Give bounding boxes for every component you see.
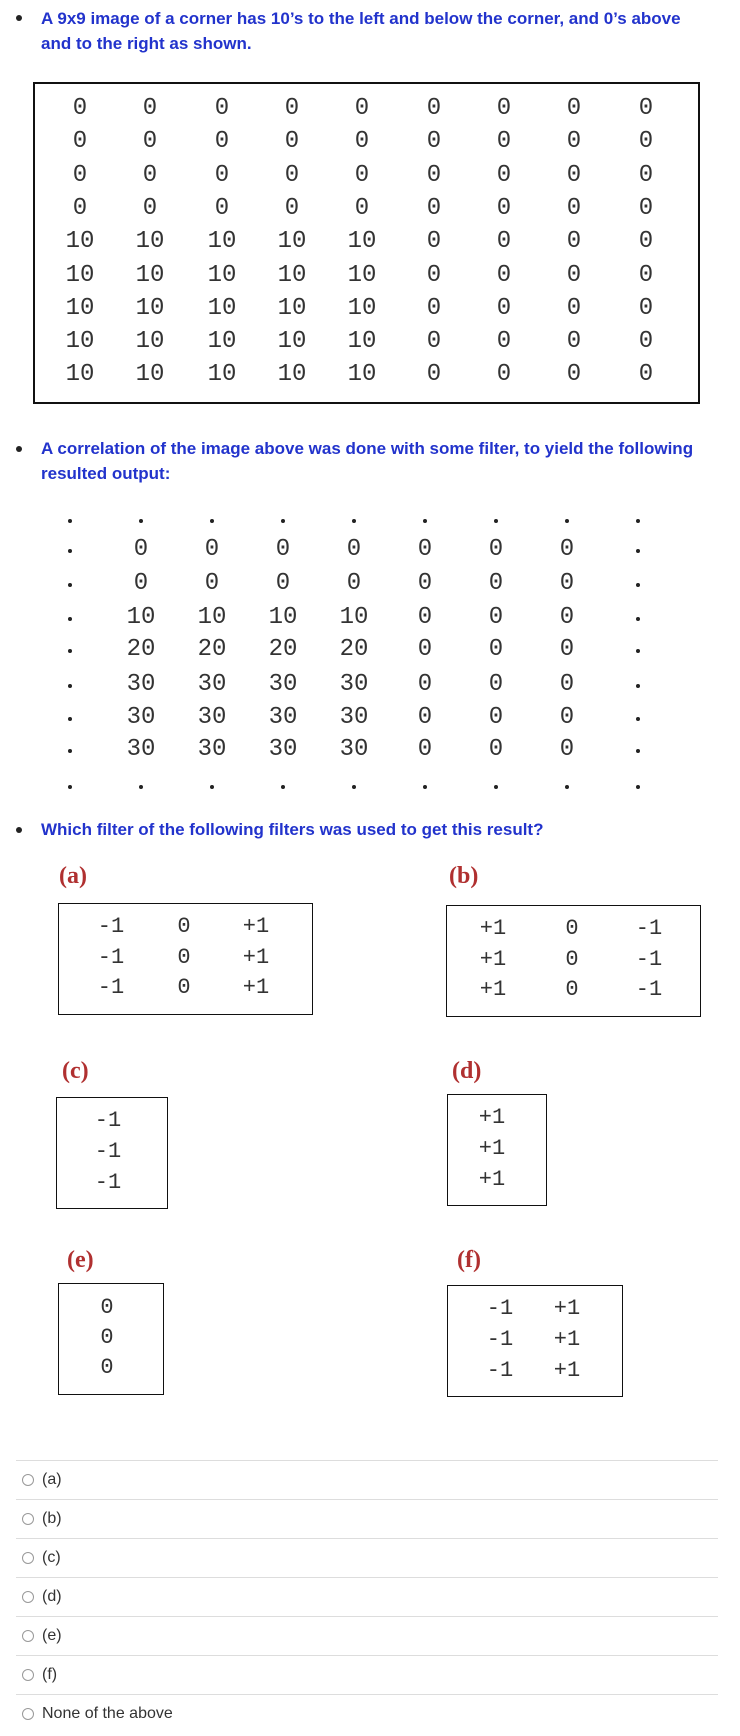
input-cell: 0: [142, 161, 158, 189]
output-cell: 30: [126, 736, 156, 763]
output-cell: 0: [417, 671, 433, 698]
input-cell: 0: [496, 261, 512, 289]
filter-f-cell: -1: [486, 1296, 514, 1321]
filter-c-label: (c): [62, 1058, 89, 1084]
output-cell: 0: [559, 636, 575, 663]
input-cell: 0: [638, 361, 654, 389]
output-cell: 0: [417, 636, 433, 663]
input-cell: 0: [284, 161, 300, 189]
output-cell: 20: [197, 636, 227, 663]
input-cell: 10: [347, 361, 377, 389]
input-cell: 0: [638, 328, 654, 356]
output-cell: 0: [346, 570, 362, 597]
input-cell: 0: [496, 328, 512, 356]
input-cell: 0: [426, 328, 442, 356]
input-cell: 0: [566, 294, 582, 322]
answer-options: [16, 1460, 718, 1733]
padding-dot: [636, 549, 640, 553]
input-cell: 0: [72, 95, 88, 122]
padding-dot: [565, 519, 569, 523]
padding-dot: [423, 519, 427, 523]
padding-dot: [281, 785, 285, 789]
input-cell: 0: [354, 95, 370, 122]
bullet: [16, 446, 22, 452]
output-cell: 0: [488, 604, 504, 631]
input-cell: 0: [566, 194, 582, 222]
padding-dot: [68, 785, 72, 789]
input-cell: 0: [638, 261, 654, 289]
filter-a-cell: 0: [177, 914, 191, 939]
padding-dot: [139, 785, 143, 789]
option-label: (a): [42, 1471, 62, 1488]
input-cell: 10: [347, 228, 377, 256]
input-cell: 10: [207, 328, 237, 356]
input-cell: 0: [284, 194, 300, 222]
filter-f-box: [447, 1285, 623, 1397]
padding-dot: [636, 649, 640, 653]
padding-dot: [352, 785, 356, 789]
input-cell: 0: [638, 161, 654, 189]
output-cell: 0: [488, 636, 504, 663]
output-cell: 0: [133, 570, 149, 597]
input-cell: 10: [207, 294, 237, 322]
input-cell: 10: [135, 361, 165, 389]
input-cell: 0: [72, 161, 88, 189]
input-cell: 0: [638, 128, 654, 156]
filter-b-cell: +1: [479, 977, 507, 1002]
radio-icon[interactable]: [22, 1591, 34, 1603]
input-cell: 10: [135, 261, 165, 289]
output-cell: 30: [339, 671, 369, 698]
padding-dot: [636, 717, 640, 721]
output-cell: 0: [488, 736, 504, 763]
input-cell: 0: [72, 128, 88, 156]
input-cell: 0: [284, 128, 300, 156]
filter-b-cell: -1: [635, 947, 663, 972]
filter-d-cell: +1: [478, 1105, 506, 1130]
input-cell: 10: [277, 261, 307, 289]
filter-b-cell: +1: [479, 916, 507, 941]
padding-dot: [68, 717, 72, 721]
output-cell: 0: [488, 704, 504, 731]
option-c[interactable]: [16, 1538, 718, 1577]
filter-b-cell: 0: [565, 977, 579, 1002]
padding-dot: [68, 583, 72, 587]
input-cell: 0: [566, 361, 582, 389]
input-cell: 10: [277, 294, 307, 322]
filter-a-cell: -1: [97, 975, 125, 1000]
option-none[interactable]: [16, 1694, 718, 1733]
output-cell: 0: [417, 570, 433, 597]
output-cell: 0: [559, 704, 575, 731]
input-cell: 0: [142, 194, 158, 222]
input-cell: 10: [207, 361, 237, 389]
filter-f-cell: +1: [553, 1358, 581, 1383]
padding-dot: [636, 749, 640, 753]
filter-c-cell: -1: [94, 1139, 122, 1164]
filter-f-cell: +1: [553, 1327, 581, 1352]
padding-dot: [494, 785, 498, 789]
input-cell: 0: [566, 128, 582, 156]
output-cell: 20: [268, 636, 298, 663]
input-cell: 10: [135, 294, 165, 322]
option-label: (b): [42, 1510, 62, 1527]
padding-dot: [423, 785, 427, 789]
output-cell: 0: [488, 536, 504, 563]
input-cell: 10: [277, 328, 307, 356]
correlation-text: A correlation of the image above was done with some filter, to yield the following resulted output:: [41, 439, 694, 483]
output-cell: 0: [559, 604, 575, 631]
padding-dot: [139, 519, 143, 523]
filter-a-label: (a): [59, 863, 87, 889]
input-cell: 10: [65, 294, 95, 322]
output-cell: 30: [126, 671, 156, 698]
output-cell: 30: [197, 671, 227, 698]
output-cell: 30: [197, 704, 227, 731]
radio-icon[interactable]: [22, 1552, 34, 1564]
output-cell: 0: [488, 570, 504, 597]
input-cell: 10: [347, 328, 377, 356]
filter-b-cell: -1: [635, 916, 663, 941]
input-cell: 0: [142, 128, 158, 156]
input-cell: 0: [496, 161, 512, 189]
option-e[interactable]: [16, 1616, 718, 1655]
filter-a-cell: +1: [242, 975, 270, 1000]
output-cell: 0: [559, 736, 575, 763]
radio-icon[interactable]: [22, 1630, 34, 1642]
input-cell: 0: [566, 261, 582, 289]
input-cell: 0: [426, 161, 442, 189]
input-cell: 10: [207, 228, 237, 256]
input-cell: 10: [65, 261, 95, 289]
filter-a-cell: 0: [177, 975, 191, 1000]
padding-dot: [210, 785, 214, 789]
input-cell: 0: [496, 95, 512, 122]
output-cell: 30: [197, 736, 227, 763]
padding-dot: [68, 617, 72, 621]
input-cell: 0: [426, 361, 442, 389]
padding-dot: [281, 519, 285, 523]
filter-e-cell: 0: [100, 1355, 114, 1380]
option-d[interactable]: [16, 1577, 718, 1616]
output-cell: 0: [204, 536, 220, 563]
filter-a-cell: 0: [177, 945, 191, 970]
filter-e-cell: 0: [100, 1295, 114, 1320]
filter-a-cell: +1: [242, 945, 270, 970]
input-cell: 0: [214, 128, 230, 156]
output-cell: 30: [268, 736, 298, 763]
padding-dot: [494, 519, 498, 523]
padding-dot: [68, 684, 72, 688]
output-cell: 30: [268, 704, 298, 731]
input-cell: 0: [214, 194, 230, 222]
input-cell: 0: [638, 194, 654, 222]
input-cell: 0: [426, 128, 442, 156]
padding-dot: [636, 583, 640, 587]
filter-a-cell: +1: [242, 914, 270, 939]
output-cell: 0: [204, 570, 220, 597]
input-cell: 10: [65, 328, 95, 356]
input-cell: 10: [135, 228, 165, 256]
input-cell: 0: [426, 194, 442, 222]
output-cell: 20: [126, 636, 156, 663]
input-cell: 10: [347, 294, 377, 322]
output-cell: 30: [268, 671, 298, 698]
filter-f-cell: -1: [486, 1327, 514, 1352]
padding-dot: [636, 617, 640, 621]
output-cell: 10: [126, 604, 156, 631]
input-cell: 0: [214, 161, 230, 189]
padding-dot: [636, 785, 640, 789]
output-cell: 0: [417, 736, 433, 763]
option-f[interactable]: [16, 1655, 718, 1694]
input-cell: 10: [65, 361, 95, 389]
input-cell: 10: [347, 261, 377, 289]
input-cell: 10: [65, 228, 95, 256]
output-cell: 10: [268, 604, 298, 631]
filter-c-cell: -1: [94, 1170, 122, 1195]
output-cell: 0: [133, 536, 149, 563]
filter-d-cell: +1: [478, 1136, 506, 1161]
input-cell: 10: [277, 228, 307, 256]
input-cell: 0: [284, 95, 300, 122]
bullet: [16, 15, 22, 21]
padding-dot: [68, 649, 72, 653]
output-cell: 0: [275, 536, 291, 563]
input-cell: 10: [207, 261, 237, 289]
input-cell: 0: [72, 194, 88, 222]
padding-dot: [210, 519, 214, 523]
input-cell: 0: [426, 228, 442, 256]
input-cell: 0: [566, 161, 582, 189]
filter-f-label: (f): [457, 1247, 481, 1273]
input-cell: 10: [277, 361, 307, 389]
input-cell: 0: [496, 361, 512, 389]
input-cell: 0: [496, 194, 512, 222]
input-cell: 0: [354, 194, 370, 222]
output-cell: 0: [488, 671, 504, 698]
output-cell: 0: [559, 671, 575, 698]
input-cell: 0: [566, 228, 582, 256]
filter-a-cell: -1: [97, 914, 125, 939]
filter-b-cell: -1: [635, 977, 663, 1002]
option-label: (f): [42, 1666, 58, 1683]
input-cell: 0: [354, 128, 370, 156]
output-cell: 0: [417, 704, 433, 731]
output-cell: 20: [339, 636, 369, 663]
input-cell: 0: [354, 161, 370, 189]
padding-dot: [636, 519, 640, 523]
input-cell: 0: [496, 294, 512, 322]
option-label: (d): [42, 1588, 62, 1605]
padding-dot: [352, 519, 356, 523]
output-cell: 30: [339, 736, 369, 763]
padding-dot: [636, 684, 640, 688]
filter-f-cell: +1: [553, 1296, 581, 1321]
input-cell: 0: [566, 328, 582, 356]
input-cell: 0: [142, 95, 158, 122]
output-cell: 0: [417, 536, 433, 563]
output-cell: 0: [275, 570, 291, 597]
input-cell: 0: [638, 228, 654, 256]
filter-b-cell: 0: [565, 947, 579, 972]
output-cell: 10: [197, 604, 227, 631]
radio-icon[interactable]: [22, 1513, 34, 1525]
input-cell: 0: [214, 95, 230, 122]
input-cell: 0: [638, 294, 654, 322]
output-cell: 10: [339, 604, 369, 631]
filter-b-cell: +1: [479, 947, 507, 972]
filter-e-cell: 0: [100, 1325, 114, 1350]
filter-f-cell: -1: [486, 1358, 514, 1383]
output-cell: 0: [346, 536, 362, 563]
filter-d-cell: +1: [478, 1167, 506, 1192]
filter-e-label: (e): [67, 1247, 94, 1273]
filter-b-label: (b): [449, 863, 479, 889]
output-cell: 0: [559, 570, 575, 597]
option-label: None of the above: [42, 1705, 173, 1722]
input-cell: 0: [426, 95, 442, 122]
option-label: (c): [42, 1549, 61, 1566]
output-cell: 0: [417, 604, 433, 631]
output-cell: 30: [339, 704, 369, 731]
input-cell: 0: [638, 95, 654, 122]
padding-dot: [68, 549, 72, 553]
filter-c-cell: -1: [94, 1108, 122, 1133]
input-cell: 0: [426, 261, 442, 289]
filter-a-cell: -1: [97, 945, 125, 970]
radio-icon[interactable]: [22, 1669, 34, 1681]
option-a[interactable]: [16, 1460, 718, 1499]
input-cell: 0: [496, 128, 512, 156]
question-prompt: Which filter of the following filters was used to get this result?: [41, 820, 544, 839]
input-cell: 0: [566, 95, 582, 122]
output-cell: 30: [126, 704, 156, 731]
input-cell: 10: [135, 328, 165, 356]
question-intro: A 9x9 image of a corner has 10’s to the left and below the corner, and 0’s above and to the right as shown.: [41, 9, 681, 53]
padding-dot: [68, 519, 72, 523]
padding-dot: [68, 749, 72, 753]
output-cell: 0: [559, 536, 575, 563]
filter-d-label: (d): [452, 1058, 482, 1084]
input-cell: 0: [426, 294, 442, 322]
option-b[interactable]: [16, 1499, 718, 1538]
filter-b-cell: 0: [565, 916, 579, 941]
bullet: [16, 827, 22, 833]
radio-icon[interactable]: [22, 1708, 34, 1720]
option-label: (e): [42, 1627, 62, 1644]
padding-dot: [565, 785, 569, 789]
input-cell: 0: [496, 228, 512, 256]
radio-icon[interactable]: [22, 1474, 34, 1486]
